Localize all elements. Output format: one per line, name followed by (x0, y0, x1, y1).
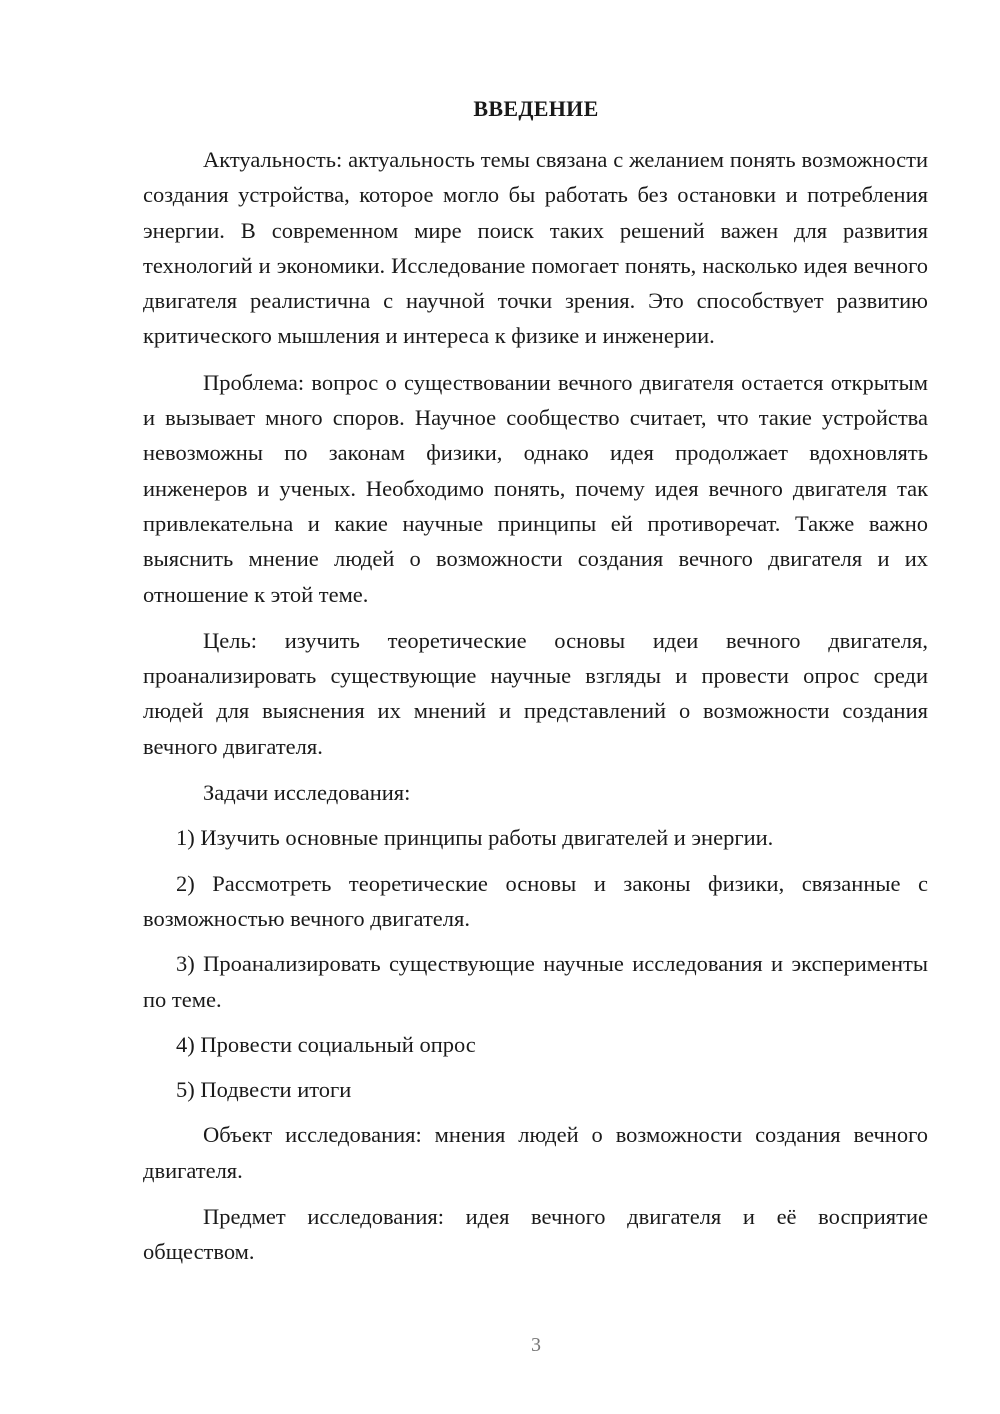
relevance-paragraph: Актуальность: актуальность темы связана с желанием понять возможности создания устройства, которое могло бы работать без остановки и потребления энергии. В современном мире поиск таких решений важен для развития технологий и экономики. Исследование помогает понять, насколько идея вечного двигателя реалистична с научной точки зрения. Это способствует развитию критического мышления и интереса к физике и инженерии. (143, 147, 928, 349)
problem-paragraph: Проблема: вопрос о существовании вечного двигателя остается открытым и вызывает много споров. Научное сообщество считает, что такие устройства невозможны по законам физики, однако идея продолжает вдохновлять инженеров и ученых. Необходимо понять, почему идея вечного двигателя так привлекательна и какие научные принципы ей противоречат. Также важно выяснить мнение людей о возможности создания вечного двигателя и их отношение к этой теме. (143, 369, 928, 607)
page-number: 3 (531, 1334, 541, 1356)
object-paragraph: Объект исследования: мнения людей о возможности создания вечного двигателя. (143, 1122, 928, 1183)
task-item-4: 4) Провести социальный опрос (176, 1031, 476, 1057)
tasks-heading: Задачи исследования: (203, 780, 411, 806)
task-item-5: 5) Подвести итоги (176, 1077, 352, 1103)
subject-paragraph: Предмет исследования: идея вечного двигателя и её восприятие обществом. (143, 1204, 928, 1265)
document-body (143, 142, 928, 1270)
task-item-3: 3) Проанализировать существующие научные исследования и эксперименты по теме. (143, 951, 928, 1012)
task-item-1: 1) Изучить основные принципы работы двигателей и энергии. (176, 825, 774, 851)
task-item-2: 2) Рассмотреть теоретические основы и законы физики, связанные с возможностью вечного двигателя. (143, 870, 928, 931)
page-title: ВВЕДЕНИЕ (473, 96, 599, 121)
goal-paragraph: Цель: изучить теоретические основы идеи вечного двигателя, проанализировать существующие научные взгляды и провести опрос среди людей для выяснения их мнений и представлений о возможности создания вечного двигателя. (143, 627, 928, 759)
